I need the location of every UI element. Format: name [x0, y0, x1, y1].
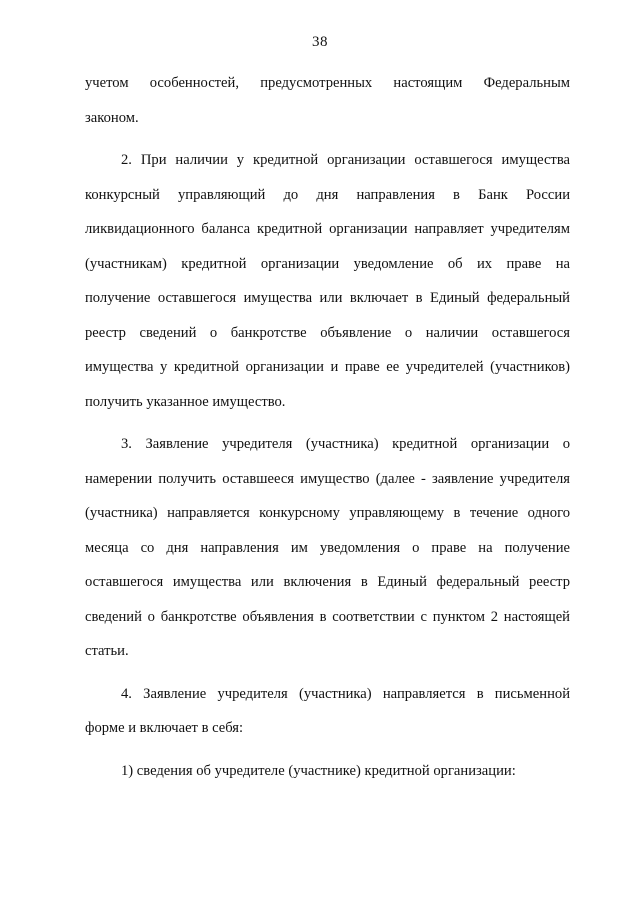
- text-line: форме и включает в себя:: [85, 720, 244, 736]
- text-line: получение оставшегося имущества или включает в Единый федеральный: [85, 290, 570, 306]
- text-line: оставшегося имущества или включения в Единый федеральный реестр: [85, 574, 570, 590]
- text-line: имущества у кредитной организации и праве ее учредителей (участников): [85, 359, 570, 375]
- text-line: сведений о банкротстве объявления в соответствии с пунктом 2 настоящей: [85, 608, 570, 625]
- text-line: законом.: [85, 109, 139, 126]
- text-line: (участникам) кредитной организации уведомление об их праве на: [85, 255, 570, 272]
- paragraph-subitem-1: [85, 754, 570, 789]
- text-line: 2. При наличии у кредитной организации оставшегося имущества: [121, 152, 570, 168]
- text-line: намерении получить оставшееся имущество (далее - заявление учредителя: [85, 470, 570, 487]
- page-number: 38: [312, 34, 328, 50]
- text-line: 1) сведения об учредителе (участнике) кредитной организации:: [121, 762, 516, 779]
- paragraph-continuation: [85, 66, 570, 135]
- text-line: (участника) направляется конкурсному управляющему в течение одного: [85, 505, 570, 521]
- text-line: учетом особенностей, предусмотренных настоящим Федеральным: [85, 75, 570, 91]
- document-body: [85, 66, 570, 788]
- text-line: 3. Заявление учредителя (участника) кредитной организации о: [121, 436, 570, 452]
- text-line: реестр сведений о банкротстве объявление о наличии оставшегося: [85, 324, 570, 341]
- paragraph-item-3: [85, 427, 570, 669]
- text-line: 4. Заявление учредителя (участника) направляется в письменной: [121, 685, 570, 702]
- paragraph-item-4: [85, 677, 570, 746]
- text-line: статьи.: [85, 643, 129, 659]
- paragraph-item-2: [85, 143, 570, 419]
- text-line: ликвидационного баланса кредитной организации направляет учредителям: [85, 221, 570, 237]
- text-line: месяца со дня направления им уведомления о праве на получение: [85, 539, 570, 556]
- text-line: получить указанное имущество.: [85, 393, 286, 410]
- text-line: конкурсный управляющий до дня направления в Банк России: [85, 186, 570, 203]
